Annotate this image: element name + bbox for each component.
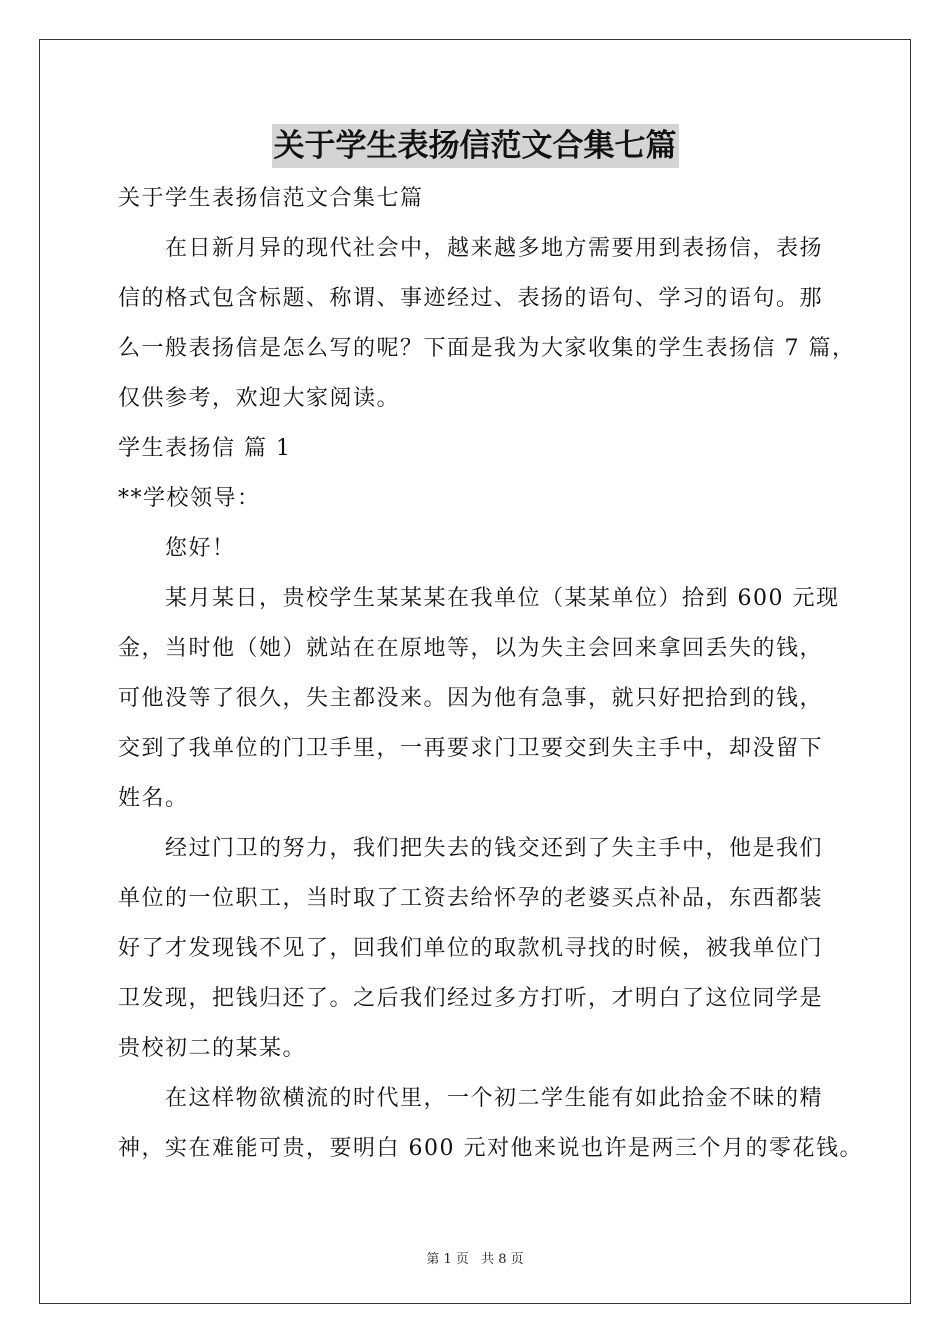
page-total: 共 8 页 <box>481 1252 524 1267</box>
page-number: 第 1 页 <box>426 1252 469 1267</box>
section-heading: 学生表扬信 篇 1 <box>118 436 292 461</box>
body-line: 在这样物欲横流的时代里，一个初二学生能有如此拾金不昧的精 <box>118 1086 824 1111</box>
salutation: **学校领导： <box>118 486 261 511</box>
page-border <box>39 39 911 1304</box>
body-line: 在日新月异的现代社会中，越来越多地方需要用到表扬信，表扬 <box>118 236 824 261</box>
greeting: 您好！ <box>118 536 236 561</box>
title-container <box>0 124 950 168</box>
document-subtitle: 关于学生表扬信范文合集七篇 <box>118 186 424 211</box>
body-line: 交到了我单位的门卫手里，一再要求门卫要交到失主手中，却没留下 <box>118 736 824 761</box>
body-line: 贵校初二的某某。 <box>118 1036 307 1061</box>
body-line: 卫发现，把钱归还了。之后我们经过多方打听，才明白了这位同学是 <box>118 986 824 1011</box>
body-line: 信的格式包含标题、称谓、事迹经过、表扬的语句、学习的语句。那 <box>118 286 824 311</box>
body-line: 好了才发现钱不见了，回我们单位的取款机寻找的时候，被我单位门 <box>118 936 824 961</box>
document-title: 关于学生表扬信范文合集七篇 <box>272 124 679 168</box>
body-line: 仅供参考，欢迎大家阅读。 <box>118 386 401 411</box>
body-line: 姓名。 <box>118 786 189 811</box>
body-line: 单位的一位职工，当时取了工资去给怀孕的老婆买点补品，东西都装 <box>118 886 824 911</box>
body-line: 么一般表扬信是怎么写的呢？下面是我为大家收集的学生表扬信 7 篇， <box>118 336 856 361</box>
body-line: 可他没等了很久，失主都没来。因为他有急事，就只好把拾到的钱， <box>118 686 824 711</box>
page-footer <box>0 1248 950 1267</box>
body-line: 神，实在难能可贵，要明白 600 元对他来说也许是两三个月的零花钱。 <box>118 1136 863 1161</box>
body-line: 经过门卫的努力，我们把失去的钱交还到了失主手中，他是我们 <box>118 836 824 861</box>
body-line: 某月某日，贵校学生某某某在我单位（某某单位）拾到 600 元现 <box>118 586 840 611</box>
body-line: 金，当时他（她）就站在在原地等，以为失主会回来拿回丢失的钱， <box>118 636 824 661</box>
